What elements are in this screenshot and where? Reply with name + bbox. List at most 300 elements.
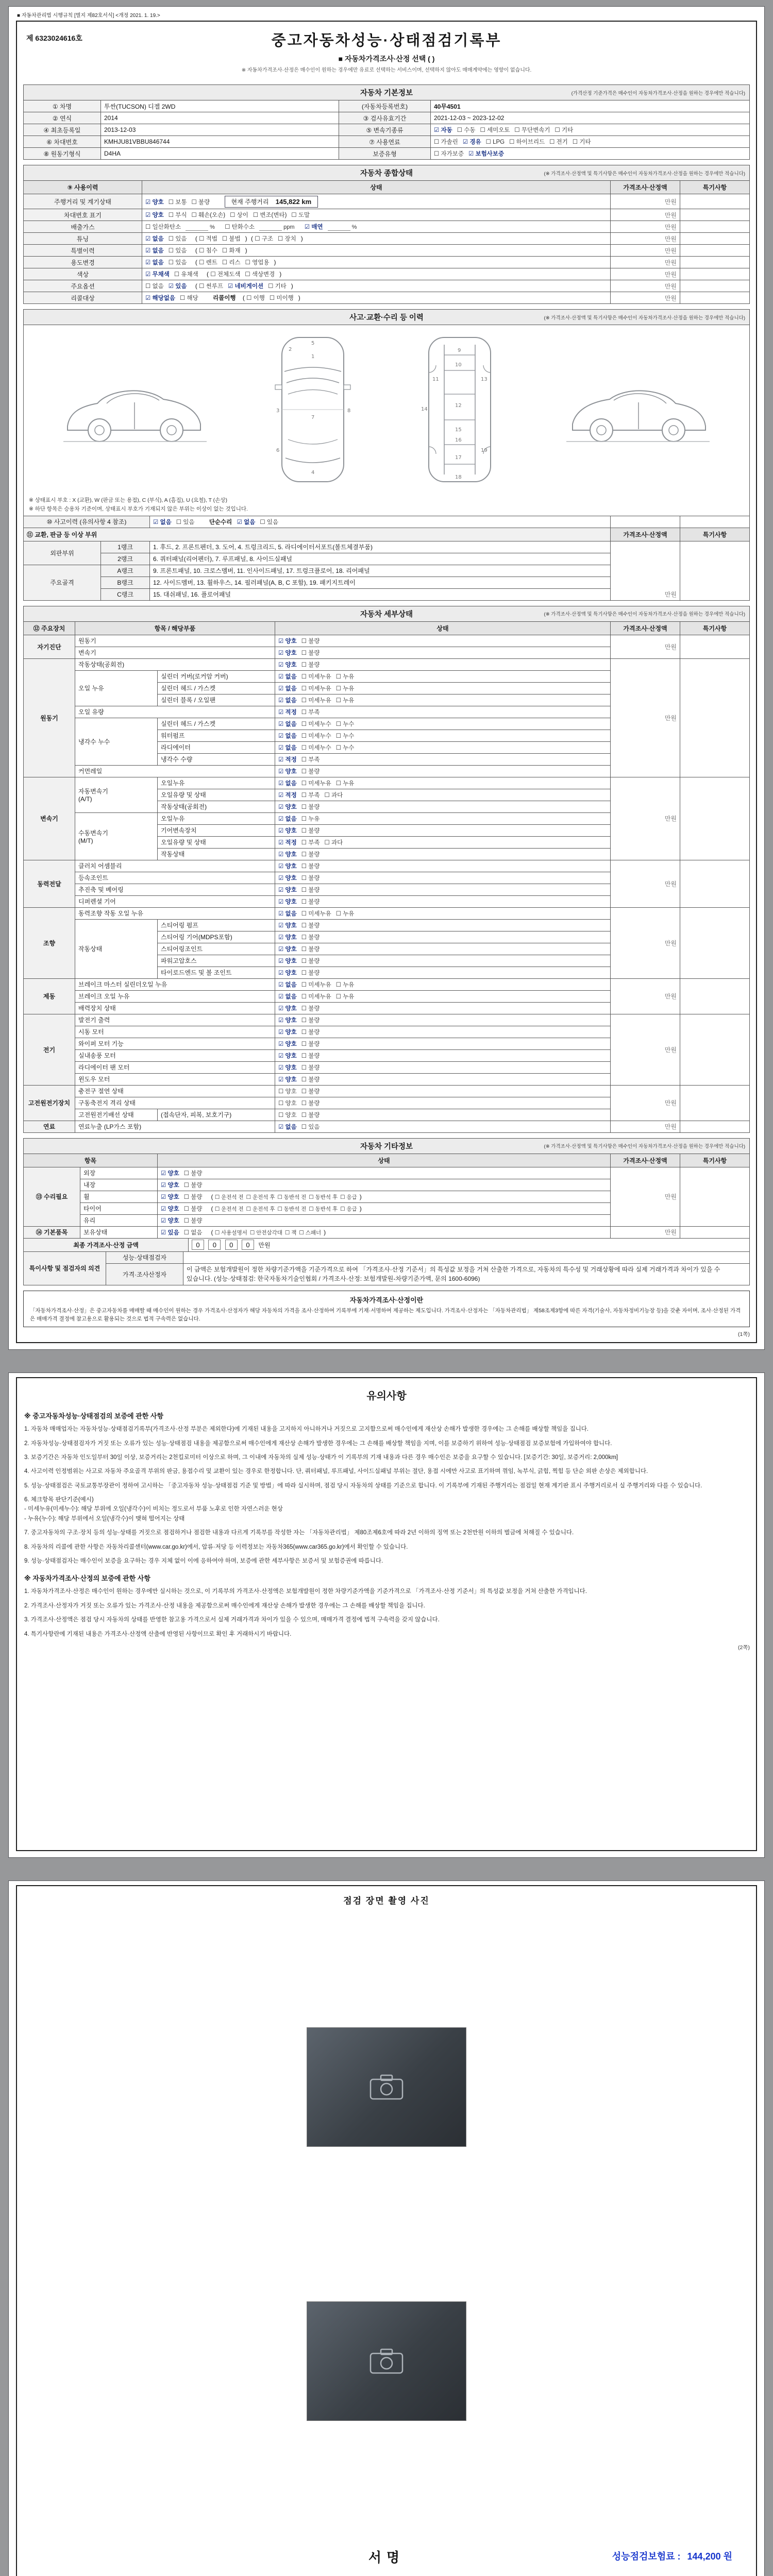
checkbox-불량[interactable]: ☐ 불량 [301, 662, 320, 668]
table-row [24, 292, 750, 304]
checkbox-수동[interactable]: ☐ 수동 [457, 127, 476, 133]
checkbox-group [145, 247, 191, 254]
price-cell: 만원 [611, 221, 680, 233]
checkbox-적정[interactable]: ☑ 적정 [278, 709, 297, 716]
checkbox-없음[interactable]: ☑ 없음 [278, 721, 297, 727]
final-price-label: 최종 가격조사·산정 금액 [24, 1238, 189, 1251]
checkbox-미세누수[interactable]: ☐ 미세누수 [301, 733, 331, 739]
premium-value: 144,200 원 [687, 2551, 732, 2562]
state-cell [275, 990, 611, 1002]
state-cell [158, 1179, 611, 1191]
device-label: ⑬ 수리필요 [24, 1167, 80, 1226]
checkbox-영업용[interactable]: ☐ 영업용 [245, 260, 270, 266]
checkbox-미세누유[interactable]: ☐ 미세누유 [301, 910, 331, 917]
emission-co-unit: % [210, 224, 215, 230]
checkbox-누유[interactable]: ☐ 누유 [335, 780, 355, 787]
checkbox-무채색[interactable]: ☑ 무채색 [145, 272, 170, 278]
checkbox-자동[interactable]: ☑ 자동 [434, 127, 452, 133]
checkbox-없음[interactable]: ☑ 없음 [237, 519, 256, 526]
price-cell: 만원 [611, 245, 680, 257]
state-cell [275, 848, 611, 860]
checkbox-네비게이션[interactable]: ☑ 네비게이션 [228, 283, 264, 290]
checkbox-해당없음[interactable]: ☑ 해당없음 [145, 295, 175, 301]
checkbox-불법[interactable]: ☐ 불법 [222, 236, 241, 242]
state-header: 상태 [275, 621, 611, 635]
checkbox-불량[interactable]: ☐ 불량 [301, 768, 320, 775]
checkbox-양호[interactable]: ☑ 양호 [161, 1182, 179, 1189]
checkbox-불량[interactable]: ☐ 불량 [301, 970, 320, 976]
fuel-checks [431, 136, 750, 148]
rank1-items: 1. 후드, 2. 프론트펜더, 3. 도어, 4. 트렁크리드, 5. 라디에이터서포트(볼트체결부품) [150, 541, 611, 553]
checkbox-변조(변타)[interactable]: ☐ 변조(변타) [253, 212, 287, 218]
checkbox-양호[interactable]: ☑ 양호 [278, 934, 297, 941]
svg-text:14: 14 [421, 406, 428, 412]
checkbox-미세누유[interactable]: ☐ 미세누유 [301, 697, 331, 704]
checkbox-누수[interactable]: ☐ 누수 [335, 733, 355, 739]
checkbox-운전석 전[interactable]: ☐ 운전석 전 [214, 1206, 244, 1212]
checkbox-있음[interactable]: ☐ 있음 [176, 519, 195, 526]
note-cell [680, 209, 750, 221]
checkbox-자가보증[interactable]: ☐ 자가보증 [434, 151, 464, 157]
checkbox-불량[interactable]: ☐ 불량 [301, 922, 320, 929]
checkbox-리스[interactable]: ☐ 리스 [222, 260, 241, 266]
inspection-premium [612, 2549, 732, 2563]
checkbox-있음[interactable]: ☐ 있음 [260, 519, 279, 526]
note-cell [680, 245, 750, 257]
checkbox-양호[interactable]: ☑ 양호 [161, 1194, 179, 1200]
checkbox-동반석 후[interactable]: ☐ 동반석 후 [309, 1194, 338, 1200]
checkbox-불량[interactable]: ☐ 불량 [183, 1170, 203, 1177]
rank2-items: 6. 쿼터패널(리어펜더), 7. 루프패널, 8. 사이드실패널 [150, 553, 611, 565]
checkbox-양호[interactable]: ☑ 양호 [278, 863, 297, 870]
checkbox-불량[interactable]: ☐ 불량 [301, 863, 320, 870]
checkbox-불량[interactable]: ☐ 불량 [301, 1100, 320, 1107]
item-label: 오일 유량 [75, 706, 275, 718]
checkbox-과다[interactable]: ☐ 과다 [324, 792, 343, 799]
note-paragraph: 3. 가격조사·산정액은 점검 당시 자동차의 상태를 반영한 참고용 가격으로서 실제 거래가격과 차이가 있을 수 있으며, 매매가격 결정에 법적 구속력을 갖지 않습니다. [24, 1617, 440, 1623]
checkbox-양호[interactable]: ☑ 양호 [278, 958, 297, 964]
checkbox-불량[interactable]: ☐ 불량 [301, 1041, 320, 1047]
inspector-opinion [183, 1251, 750, 1263]
table-row [24, 907, 750, 919]
car-name-value: 투싼(TUCSON) 디젤 2WD [101, 100, 339, 112]
state-cell [275, 789, 611, 801]
checkbox-양호[interactable]: ☑ 양호 [278, 638, 297, 645]
odometer-value: 145,822 km [275, 197, 312, 206]
svg-text:6: 6 [276, 448, 280, 453]
checkbox-양호[interactable]: ☐ 양호 [278, 1088, 297, 1095]
table-row [24, 528, 750, 541]
checkbox-group [145, 259, 191, 266]
checkbox-불량[interactable]: ☐ 불량 [301, 958, 320, 964]
recall-fulfill-label: 리콜이행 [213, 295, 236, 301]
checkbox-양호[interactable]: ☑ 양호 [161, 1217, 179, 1224]
special-history-row-label: 특별이력 [24, 245, 142, 257]
checkbox-미세누유[interactable]: ☐ 미세누유 [301, 673, 331, 680]
checkbox-없음[interactable]: ☑ 없음 [278, 981, 297, 988]
checkbox-없음[interactable]: ☑ 없음 [145, 236, 164, 242]
checkbox-부족[interactable]: ☐ 부족 [301, 709, 320, 716]
checkbox-기타[interactable]: ☐ 기타 [572, 139, 591, 145]
checkbox-없음[interactable]: ☑ 없음 [278, 816, 297, 822]
checkbox-없음[interactable]: ☑ 없음 [278, 744, 297, 751]
fuel-label: ⑦ 사용연료 [339, 136, 431, 148]
checkbox-subgroup [211, 1193, 361, 1200]
checkbox-있음[interactable]: ☐ 있음 [168, 236, 187, 242]
checkbox-양호[interactable]: ☑ 양호 [145, 199, 164, 206]
checkbox-불량[interactable]: ☐ 불량 [183, 1206, 203, 1212]
checkbox-보험사보증[interactable]: ☑ 보험사보증 [468, 151, 505, 157]
checkbox-동반석 전[interactable]: ☐ 동반석 전 [277, 1206, 307, 1212]
item-header: 항목 [24, 1154, 158, 1167]
state-cell [158, 1191, 611, 1202]
checkbox-양호[interactable]: ☑ 양호 [278, 662, 297, 668]
checkbox-누유[interactable]: ☐ 누유 [301, 816, 320, 822]
checkbox-양호[interactable]: ☑ 양호 [278, 970, 297, 976]
item-label: 냉각수 누수 [75, 718, 158, 765]
checkbox-경유[interactable]: ☑ 경유 [462, 139, 481, 145]
checkbox-없음[interactable]: ☑ 없음 [278, 673, 297, 680]
checkbox-양호[interactable]: ☑ 양호 [278, 899, 297, 905]
checkbox-상이[interactable]: ☐ 상이 [230, 212, 248, 218]
state-cell [142, 194, 611, 209]
checkbox-LPG[interactable]: ☐ LPG [485, 139, 505, 145]
checkbox-없음[interactable]: ☑ 없음 [153, 519, 172, 526]
checkbox-응급[interactable]: ☐ 응급 [340, 1194, 357, 1200]
checkbox-적정[interactable]: ☑ 적정 [278, 756, 297, 763]
section-summary-title: 자동차 종합상태 [360, 170, 413, 178]
checkbox-양호[interactable]: ☑ 양호 [278, 946, 297, 953]
opinion-table [23, 1251, 750, 1285]
vin-value: KMHJU81VBBU846744 [101, 136, 339, 148]
section-etc-title: 자동차 기타정보 [360, 1142, 413, 1151]
recall-row-label: 리콜대상 [24, 292, 142, 304]
svg-text:13: 13 [480, 377, 488, 382]
price-survey-select[interactable]: ■ 자동차가격조사·산정 선택 ( ) [338, 55, 435, 63]
note-cell [680, 658, 750, 777]
checkbox-미세누유[interactable]: ☐ 미세누유 [301, 780, 331, 787]
part-label: 작동상태(공회전) [158, 801, 275, 812]
emission-co-blank [186, 225, 208, 231]
checkbox-양호[interactable]: ☑ 양호 [278, 887, 297, 893]
checkbox-불량[interactable]: ☐ 불량 [301, 1112, 320, 1118]
checkbox-전기[interactable]: ☐ 전기 [549, 139, 568, 145]
checkbox-있음[interactable]: ☐ 있음 [301, 1124, 320, 1130]
checkbox-매연[interactable]: ☑ 매연 [304, 224, 323, 230]
state-cell [158, 1167, 611, 1179]
price-header: 가격조사·산정액 [611, 181, 680, 194]
table-row [24, 978, 750, 990]
item-label: 동력조향 작동 오일 누유 [75, 907, 275, 919]
checkbox-group [145, 235, 191, 242]
checkbox-불량[interactable]: ☐ 불량 [301, 887, 320, 893]
checkbox-없음[interactable]: ☐ 없음 [145, 283, 164, 290]
item-label: 타이어 [80, 1202, 158, 1214]
checkbox-불량[interactable]: ☐ 불량 [301, 804, 320, 810]
item-label: 실내송풍 모터 [75, 1049, 275, 1061]
reg-no-label: (자동차등록번호) [339, 100, 431, 112]
checkbox-누유[interactable]: ☐ 누유 [335, 685, 355, 692]
checkbox-무단변속기[interactable]: ☐ 무단변속기 [514, 127, 550, 133]
checkbox-양호[interactable]: ☐ 양호 [278, 1112, 297, 1118]
state-cell [275, 682, 611, 694]
checkbox-불량[interactable]: ☐ 불량 [301, 899, 320, 905]
checkbox-운전석 후[interactable]: ☐ 운전석 후 [246, 1194, 275, 1200]
note-cell [680, 1226, 750, 1238]
checkbox-불량[interactable]: ☐ 불량 [183, 1217, 203, 1224]
checkbox-세미오토[interactable]: ☐ 세미오토 [480, 127, 510, 133]
note-cell [680, 280, 750, 292]
checkbox-유채색[interactable]: ☐ 유채색 [174, 272, 198, 278]
checkbox-탄화수소[interactable]: ☐ 탄화수소 [225, 224, 255, 230]
note-header: 특기사항 [680, 621, 750, 635]
checkbox-없음[interactable]: ☑ 없음 [278, 697, 297, 704]
price-cell: 만원 [611, 860, 680, 907]
checkbox-양호[interactable]: ☑ 양호 [145, 212, 164, 218]
checkbox-부족[interactable]: ☐ 부족 [301, 839, 320, 846]
rankC-label: C랭크 [101, 588, 150, 600]
note-cell [680, 860, 750, 907]
photos-box [16, 1885, 757, 2576]
checkbox-불량[interactable]: ☐ 불량 [301, 946, 320, 953]
section-basic [23, 84, 750, 100]
checkbox-누유[interactable]: ☐ 누유 [335, 697, 355, 704]
notes-box [16, 1377, 757, 1851]
checkbox-적법[interactable]: ☐ 적법 [199, 236, 217, 242]
state-cell [275, 647, 611, 658]
checkbox-스패너[interactable]: ☐ 스패너 [299, 1229, 322, 1236]
checkbox-불량[interactable]: ☐ 불량 [301, 827, 320, 834]
note-paragraph: 9. 성능·상태점검자는 매수인이 보증을 요구하는 경우 지체 없이 이에 응하여야 하며, 보증에 관한 세부사항은 보증서 및 보험증권에 따릅니다. [24, 1558, 383, 1565]
checkbox-기타[interactable]: ☐ 기타 [554, 127, 574, 133]
checkbox-양호[interactable]: ☐ 양호 [278, 1100, 297, 1107]
checkbox-없음[interactable]: ☑ 없음 [145, 260, 164, 266]
checkbox-미이행[interactable]: ☐ 미이행 [269, 295, 294, 301]
checkbox-없음[interactable]: ☑ 없음 [278, 733, 297, 739]
checkbox-잭[interactable]: ☐ 잭 [284, 1229, 297, 1236]
state-cell [275, 706, 611, 718]
item-label: 윈도우 모터 [75, 1073, 275, 1085]
checkbox-누수[interactable]: ☐ 누수 [335, 721, 355, 727]
checkbox-도말[interactable]: ☐ 도말 [291, 212, 310, 218]
checkbox-미세누수[interactable]: ☐ 미세누수 [301, 721, 331, 727]
state-cell [275, 658, 611, 670]
accident-history-label: ⑩ 사고이력 (유의사항 4 참조) [24, 516, 150, 528]
checkbox-누유[interactable]: ☐ 누유 [335, 993, 355, 1000]
checkbox-group [153, 518, 199, 526]
outer-panel-label: 외판부위 [24, 541, 101, 565]
section-basic-title: 자동차 기본정보 [360, 89, 413, 97]
state-cell [275, 907, 611, 919]
emission-smoke-unit: % [351, 224, 357, 230]
checkbox-양호[interactable]: ☑ 양호 [278, 1005, 297, 1012]
state-cell [275, 1002, 611, 1014]
svg-text:19: 19 [480, 448, 488, 453]
checkbox-불량[interactable]: ☐ 불량 [183, 1194, 203, 1200]
state-cell [275, 1097, 611, 1109]
svg-text:10: 10 [455, 362, 462, 368]
checkbox-누유[interactable]: ☐ 누유 [335, 673, 355, 680]
state-cell [275, 967, 611, 978]
item-label: 추진축 및 베어링 [75, 884, 275, 895]
checkbox-적정[interactable]: ☑ 적정 [278, 792, 297, 799]
checkbox-과다[interactable]: ☐ 과다 [324, 839, 343, 846]
checkbox-사용설명서[interactable]: ☐ 사용설명서 [214, 1229, 247, 1236]
checkbox-없음[interactable]: ☐ 없음 [183, 1229, 203, 1236]
item-label: 유리 [80, 1214, 158, 1226]
checkbox-운전석 후[interactable]: ☐ 운전석 후 [246, 1206, 275, 1212]
part-label: 스티어링 기어(MDPS포함) [158, 931, 275, 943]
note-paragraph: 2. 자동차성능·상태점검자가 거짓 또는 오류가 있는 성능·상태점검 내용을 제공함으로써 매수인에게 재산상 손해가 발생한 경우에는 그 손해를 배상할 책임을 지며, 이를 보증하기 위하여 성능·상태점검 보증보험에 가입하여야 합니다. [24, 1440, 612, 1447]
checkbox-불량[interactable]: ☐ 불량 [301, 1053, 320, 1059]
checkbox-누유[interactable]: ☐ 누유 [335, 981, 355, 988]
state-cell [275, 777, 611, 789]
checkbox-색상변경[interactable]: ☐ 색상변경 [245, 272, 275, 278]
signature-label[interactable]: 서명 [368, 2550, 405, 2566]
price-cell: 만원 [611, 280, 680, 292]
checkbox-불량[interactable]: ☐ 불량 [301, 1076, 320, 1083]
checkbox-불량[interactable]: ☐ 불량 [301, 650, 320, 656]
checkbox-일산화탄소[interactable]: ☐ 일산화탄소 [145, 224, 181, 230]
table-row [24, 635, 750, 647]
checkbox-전체도색[interactable]: ☐ 전체도색 [210, 272, 241, 278]
checkbox-양호[interactable]: ☑ 양호 [278, 851, 297, 858]
part-label: 작동상태 [158, 848, 275, 860]
price-header: 가격조사·산정액 [611, 621, 680, 635]
part-label: 오일유량 및 상태 [158, 789, 275, 801]
state-cell [275, 1085, 611, 1097]
rankA-label: A랭크 [101, 565, 150, 577]
checkbox-누수[interactable]: ☐ 누수 [335, 744, 355, 751]
checkbox-있음[interactable]: ☑ 있음 [168, 283, 187, 290]
checkbox-양호[interactable]: ☑ 양호 [278, 922, 297, 929]
notes-section1-list [23, 1425, 750, 1566]
checkbox-불량[interactable]: ☐ 불량 [301, 1017, 320, 1024]
checkbox-양호[interactable]: ☑ 양호 [278, 875, 297, 882]
checkbox-미세누유[interactable]: ☐ 미세누유 [301, 981, 331, 988]
checkbox-없음[interactable]: ☑ 없음 [145, 248, 164, 254]
checkbox-없음[interactable]: ☑ 없음 [278, 685, 297, 692]
checkbox-렌트[interactable]: ☐ 렌트 [199, 260, 217, 266]
checkbox-양호[interactable]: ☑ 양호 [161, 1206, 179, 1212]
state-cell [275, 824, 611, 836]
state-cell [275, 670, 611, 682]
checkbox-있음[interactable]: ☑ 있음 [161, 1229, 179, 1236]
checkbox-있음[interactable]: ☐ 있음 [168, 248, 187, 254]
checkbox-subgroup [211, 1229, 326, 1236]
section-summary [23, 165, 750, 181]
checkbox-양호[interactable]: ☑ 양호 [278, 1053, 297, 1059]
checkbox-group [195, 247, 247, 254]
checkbox-불량[interactable]: ☐ 불량 [301, 1029, 320, 1036]
table-row [24, 1263, 750, 1285]
device-label: 연료 [24, 1121, 75, 1132]
checkbox-부식[interactable]: ☐ 부식 [168, 212, 187, 218]
checkbox-불량[interactable]: ☐ 불량 [301, 875, 320, 882]
checkbox-불량[interactable]: ☐ 불량 [301, 1005, 320, 1012]
checkbox-해당[interactable]: ☐ 해당 [179, 295, 198, 301]
checkbox-있음[interactable]: ☐ 있음 [168, 260, 187, 266]
checkbox-침수[interactable]: ☐ 침수 [199, 248, 217, 254]
form-page-1-inner [16, 21, 757, 1343]
checkbox-미세누유[interactable]: ☐ 미세누유 [301, 685, 331, 692]
checkbox-양호[interactable]: ☑ 양호 [278, 650, 297, 656]
checkbox-화재[interactable]: ☐ 화재 [222, 248, 241, 254]
checkbox-안전삼각대[interactable]: ☐ 안전삼각대 [249, 1229, 282, 1236]
checkbox-미세누유[interactable]: ☐ 미세누유 [301, 993, 331, 1000]
checkbox-양호[interactable]: ☑ 양호 [161, 1170, 179, 1177]
checkbox-불량[interactable]: ☐ 불량 [301, 1088, 320, 1095]
checkbox-양호[interactable]: ☑ 양호 [278, 1017, 297, 1024]
checkbox-응급[interactable]: ☐ 응급 [340, 1206, 357, 1212]
price-header: 가격조사·산정액 [611, 528, 680, 541]
checkbox-양호[interactable]: ☑ 양호 [278, 827, 297, 834]
svg-text:9: 9 [457, 348, 461, 353]
checkbox-이행[interactable]: ☐ 이행 [246, 295, 265, 301]
checkbox-양호[interactable]: ☑ 양호 [278, 1076, 297, 1083]
checkbox-불량[interactable]: ☐ 불량 [301, 1064, 320, 1071]
checkbox-누유[interactable]: ☐ 누유 [335, 910, 355, 917]
checkbox-불량[interactable]: ☐ 불량 [183, 1182, 203, 1189]
checkbox-불량[interactable]: ☐ 불량 [301, 851, 320, 858]
checkbox-불량[interactable]: ☐ 불량 [301, 934, 320, 941]
checkbox-없음[interactable]: ☑ 없음 [278, 780, 297, 787]
checkbox-부족[interactable]: ☐ 부족 [301, 756, 320, 763]
checkbox-썬루프[interactable]: ☐ 썬루프 [199, 283, 223, 290]
checkbox-하이브리드[interactable]: ☐ 하이브리드 [509, 139, 545, 145]
note-cell [680, 1085, 750, 1121]
checkbox-양호[interactable]: ☑ 양호 [278, 1064, 297, 1071]
checkbox-동반석 전[interactable]: ☐ 동반석 전 [277, 1194, 307, 1200]
checkbox-미세누수[interactable]: ☐ 미세누수 [301, 744, 331, 751]
final-digit-3: 0 [225, 1240, 238, 1250]
checkbox-부족[interactable]: ☐ 부족 [301, 792, 320, 799]
checkbox-장치[interactable]: ☐ 장치 [278, 236, 296, 242]
checkbox-동반석 후[interactable]: ☐ 동반석 후 [309, 1206, 338, 1212]
part-label: 오일누유 [158, 777, 275, 789]
state-cell [275, 741, 611, 753]
checkbox-훼손(오손)[interactable]: ☐ 훼손(오손) [191, 212, 226, 218]
checkbox-가솔린[interactable]: ☐ 가솔린 [434, 139, 458, 145]
checkbox-없음[interactable]: ☑ 없음 [278, 910, 297, 917]
checkbox-양호[interactable]: ☑ 양호 [278, 1029, 297, 1036]
checkbox-불량[interactable]: ☐ 불량 [191, 199, 210, 206]
car-side-right-diagram [561, 358, 716, 461]
checkbox-없음[interactable]: ☑ 없음 [278, 1124, 297, 1130]
table-row [24, 1226, 750, 1238]
checkbox-구조[interactable]: ☐ 구조 [255, 236, 274, 242]
checkbox-기타[interactable]: ☐ 기타 [268, 283, 287, 290]
checkbox-양호[interactable]: ☑ 양호 [278, 1041, 297, 1047]
part-label: 스티어링 펌프 [158, 919, 275, 931]
emission-row-label: 배출가스 [24, 221, 142, 233]
checkbox-양호[interactable]: ☑ 양호 [278, 804, 297, 810]
checkbox-불량[interactable]: ☐ 불량 [301, 638, 320, 645]
checkbox-적정[interactable]: ☑ 적정 [278, 839, 297, 846]
checkbox-양호[interactable]: ☑ 양호 [278, 768, 297, 775]
checkbox-운전석 전[interactable]: ☐ 운전석 전 [214, 1194, 244, 1200]
state-cell [142, 268, 611, 280]
section-etc [23, 1138, 750, 1154]
checkbox-없음[interactable]: ☑ 없음 [278, 993, 297, 1000]
checkbox-보통[interactable]: ☐ 보통 [168, 199, 187, 206]
notes-section2-title: ※ 자동차가격조사·산정의 보증에 관한 사항 [24, 1574, 150, 1583]
form-page-2 [8, 1372, 765, 1858]
part-label: 실린더 커버(로커암 커버) [158, 670, 275, 682]
etc-info-table [23, 1154, 750, 1239]
table-row [24, 112, 750, 124]
valid-value: 2021-12-03 ~ 2023-12-02 [431, 112, 750, 124]
